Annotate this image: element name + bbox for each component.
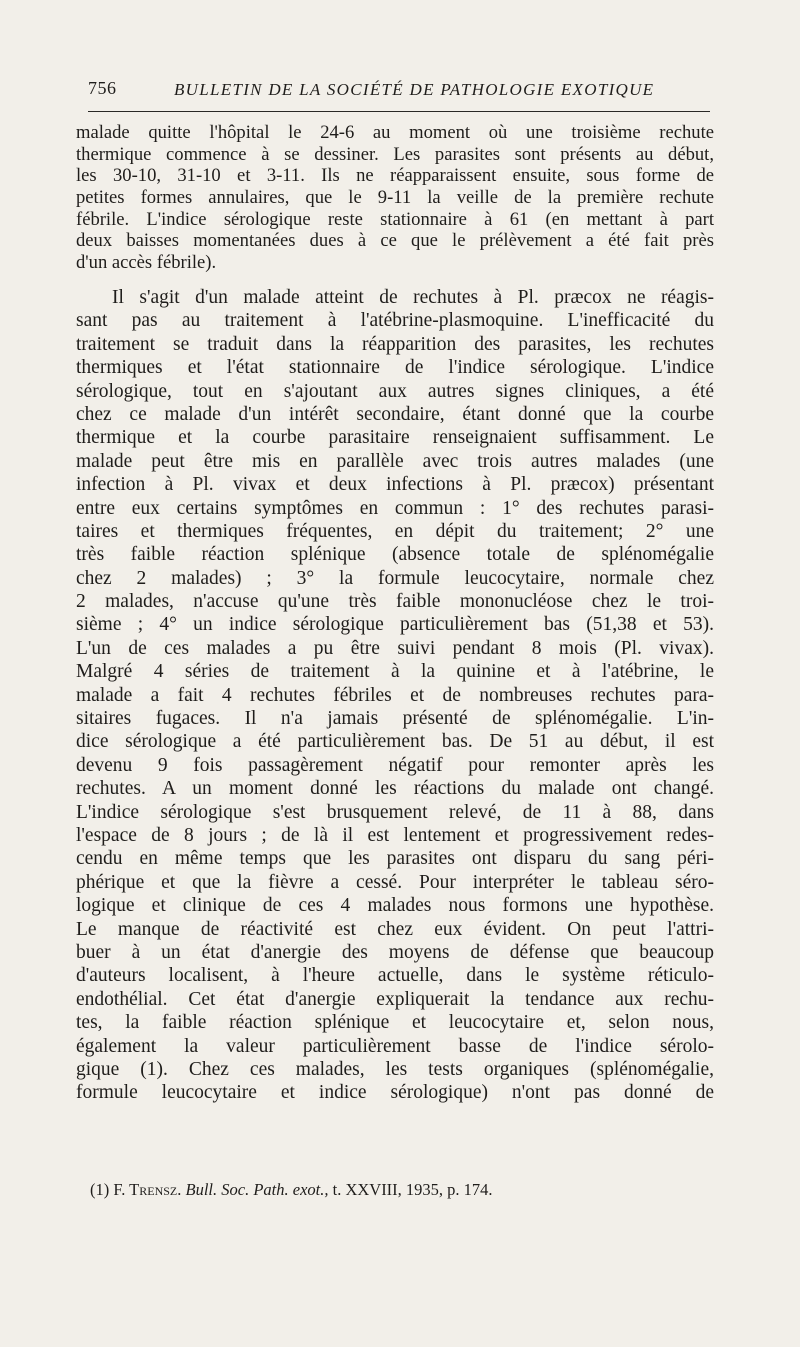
text-line: logique et clinique de ces 4 malades nous formons une hypothèse.	[76, 895, 714, 917]
text-line: chez ce malade d'un intérêt secondaire, étant donné que la courbe	[76, 403, 714, 425]
text-line: buer à un état d'anergie des moyens de défense que beaucoup	[76, 941, 714, 963]
text-line: malade a fait 4 rechutes fébriles et de nombreuses rechutes para-	[76, 684, 714, 706]
text-line: infection à Pl. vivax et deux infections à Pl. præcox) présentant	[76, 474, 714, 496]
text-line: L'indice sérologique s'est brusquement relevé, de 11 à 88, dans	[76, 801, 714, 823]
footnote-author: F. Trensz.	[113, 1180, 182, 1199]
text-line: très faible réaction splénique (absence totale de splénomégalie	[76, 544, 714, 566]
text-line: entre eux certains symptômes en commun : 1° des rechutes parasi-	[76, 497, 714, 519]
text-line: formule leucocytaire et indice sérologique) n'ont pas donné de	[76, 1082, 714, 1104]
text-line: thermiques et l'état stationnaire de l'indice sérologique. L'indice	[76, 357, 714, 379]
text-line: fébrile. L'indice sérologique reste stationnaire à 61 (en mettant à part	[76, 208, 714, 230]
text-line: deux baisses momentanées dues à ce que le prélèvement a été fait près	[76, 230, 714, 252]
text-line: thermique et la courbe parasitaire renseignaient suffisamment. Le	[76, 427, 714, 449]
text-line: phérique et que la fièvre a cessé. Pour interpréter le tableau séro-	[76, 871, 714, 893]
text-line: traitement se traduit dans la réapparition des parasites, les rechutes	[76, 333, 714, 355]
text-line: Le manque de réactivité est chez eux évident. On peut l'attri-	[76, 918, 714, 940]
text-line: dice sérologique a été particulièrement bas. De 51 au début, il est	[76, 731, 714, 753]
text-line: d'auteurs localisent, à l'heure actuelle, dans le système réticulo-	[76, 965, 714, 987]
text-line: sérologique, tout en s'ajoutant aux autres signes cliniques, a été	[76, 380, 714, 402]
text-line: endothélial. Cet état d'anergie expliquerait la tendance aux rechu-	[76, 988, 714, 1010]
text-line: tes, la faible réaction splénique et leucocytaire et, selon nous,	[76, 1012, 714, 1034]
text-line: cendu en même temps que les parasites ont disparu du sang péri-	[76, 848, 714, 870]
footnote-marker: (1)	[90, 1180, 110, 1199]
header-rule	[88, 111, 710, 112]
text-line: L'un de ces malades a pu être suivi pendant 8 mois (Pl. vivax).	[76, 637, 714, 659]
text-line: petites formes annulaires, que le 9-11 la veille de la première rechute	[76, 187, 714, 209]
text-line: sitaires fugaces. Il n'a jamais présenté de splénomégalie. L'in-	[76, 708, 714, 730]
footnote-journal: Bull. Soc. Path. exot.,	[185, 1180, 329, 1199]
text-line: sant pas au traitement à l'atébrine-plasmoquine. L'inefficacité du	[76, 310, 714, 332]
page-header	[88, 74, 710, 108]
page-number: 756	[88, 78, 117, 98]
running-title: BULLETIN DE LA SOCIÉTÉ DE PATHOLOGIE EXOTIQUE	[174, 80, 655, 99]
text-line: 2 malades, n'accuse qu'une très faible mononucléose chez le troi-	[76, 591, 714, 613]
paragraph-discussion	[76, 286, 714, 1105]
text-line: également la valeur particulièrement basse de l'indice sérolo-	[76, 1035, 714, 1057]
text-line: taires et thermiques fréquentes, en dépit du traitement; 2° une	[76, 520, 714, 542]
text-line: thermique commence à se dessiner. Les parasites sont présents au début,	[76, 143, 714, 165]
text-line: malade peut être mis en parallèle avec trois autres malades (une	[76, 450, 714, 472]
text-line: Il s'agit d'un malade atteint de rechutes à Pl. præcox ne réagis-	[112, 287, 714, 308]
text-line: l'espace de 8 jours ; de là il est lentement et progressivement redes-	[76, 824, 714, 846]
text-line: chez 2 malades) ; 3° la formule leucocytaire, normale chez	[76, 567, 714, 589]
text-line: malade quitte l'hôpital le 24-6 au moment où une troisième rechute	[76, 122, 714, 143]
text-line: les 30-10, 31-10 et 3-11. Ils ne réapparaissent ensuite, sous forme de	[76, 165, 714, 187]
paragraph-continued	[76, 122, 714, 274]
text-line: gique (1). Chez ces malades, les tests organiques (splénomégalie,	[76, 1058, 714, 1080]
text-line: sième ; 4° un indice sérologique particulièrement bas (51,38 et 53).	[76, 614, 714, 636]
text-line: Malgré 4 séries de traitement à la quinine et à l'atébrine, le	[76, 661, 714, 683]
footnote	[90, 1180, 710, 1200]
text-line: rechutes. A un moment donné les réactions du malade ont changé.	[76, 778, 714, 800]
text-line: d'un accès fébrile).	[76, 252, 217, 274]
text-line: devenu 9 fois passagèrement négatif pour remonter après les	[76, 754, 714, 776]
footnote-reference: t. XXVIII, 1935, p. 174.	[332, 1180, 493, 1199]
